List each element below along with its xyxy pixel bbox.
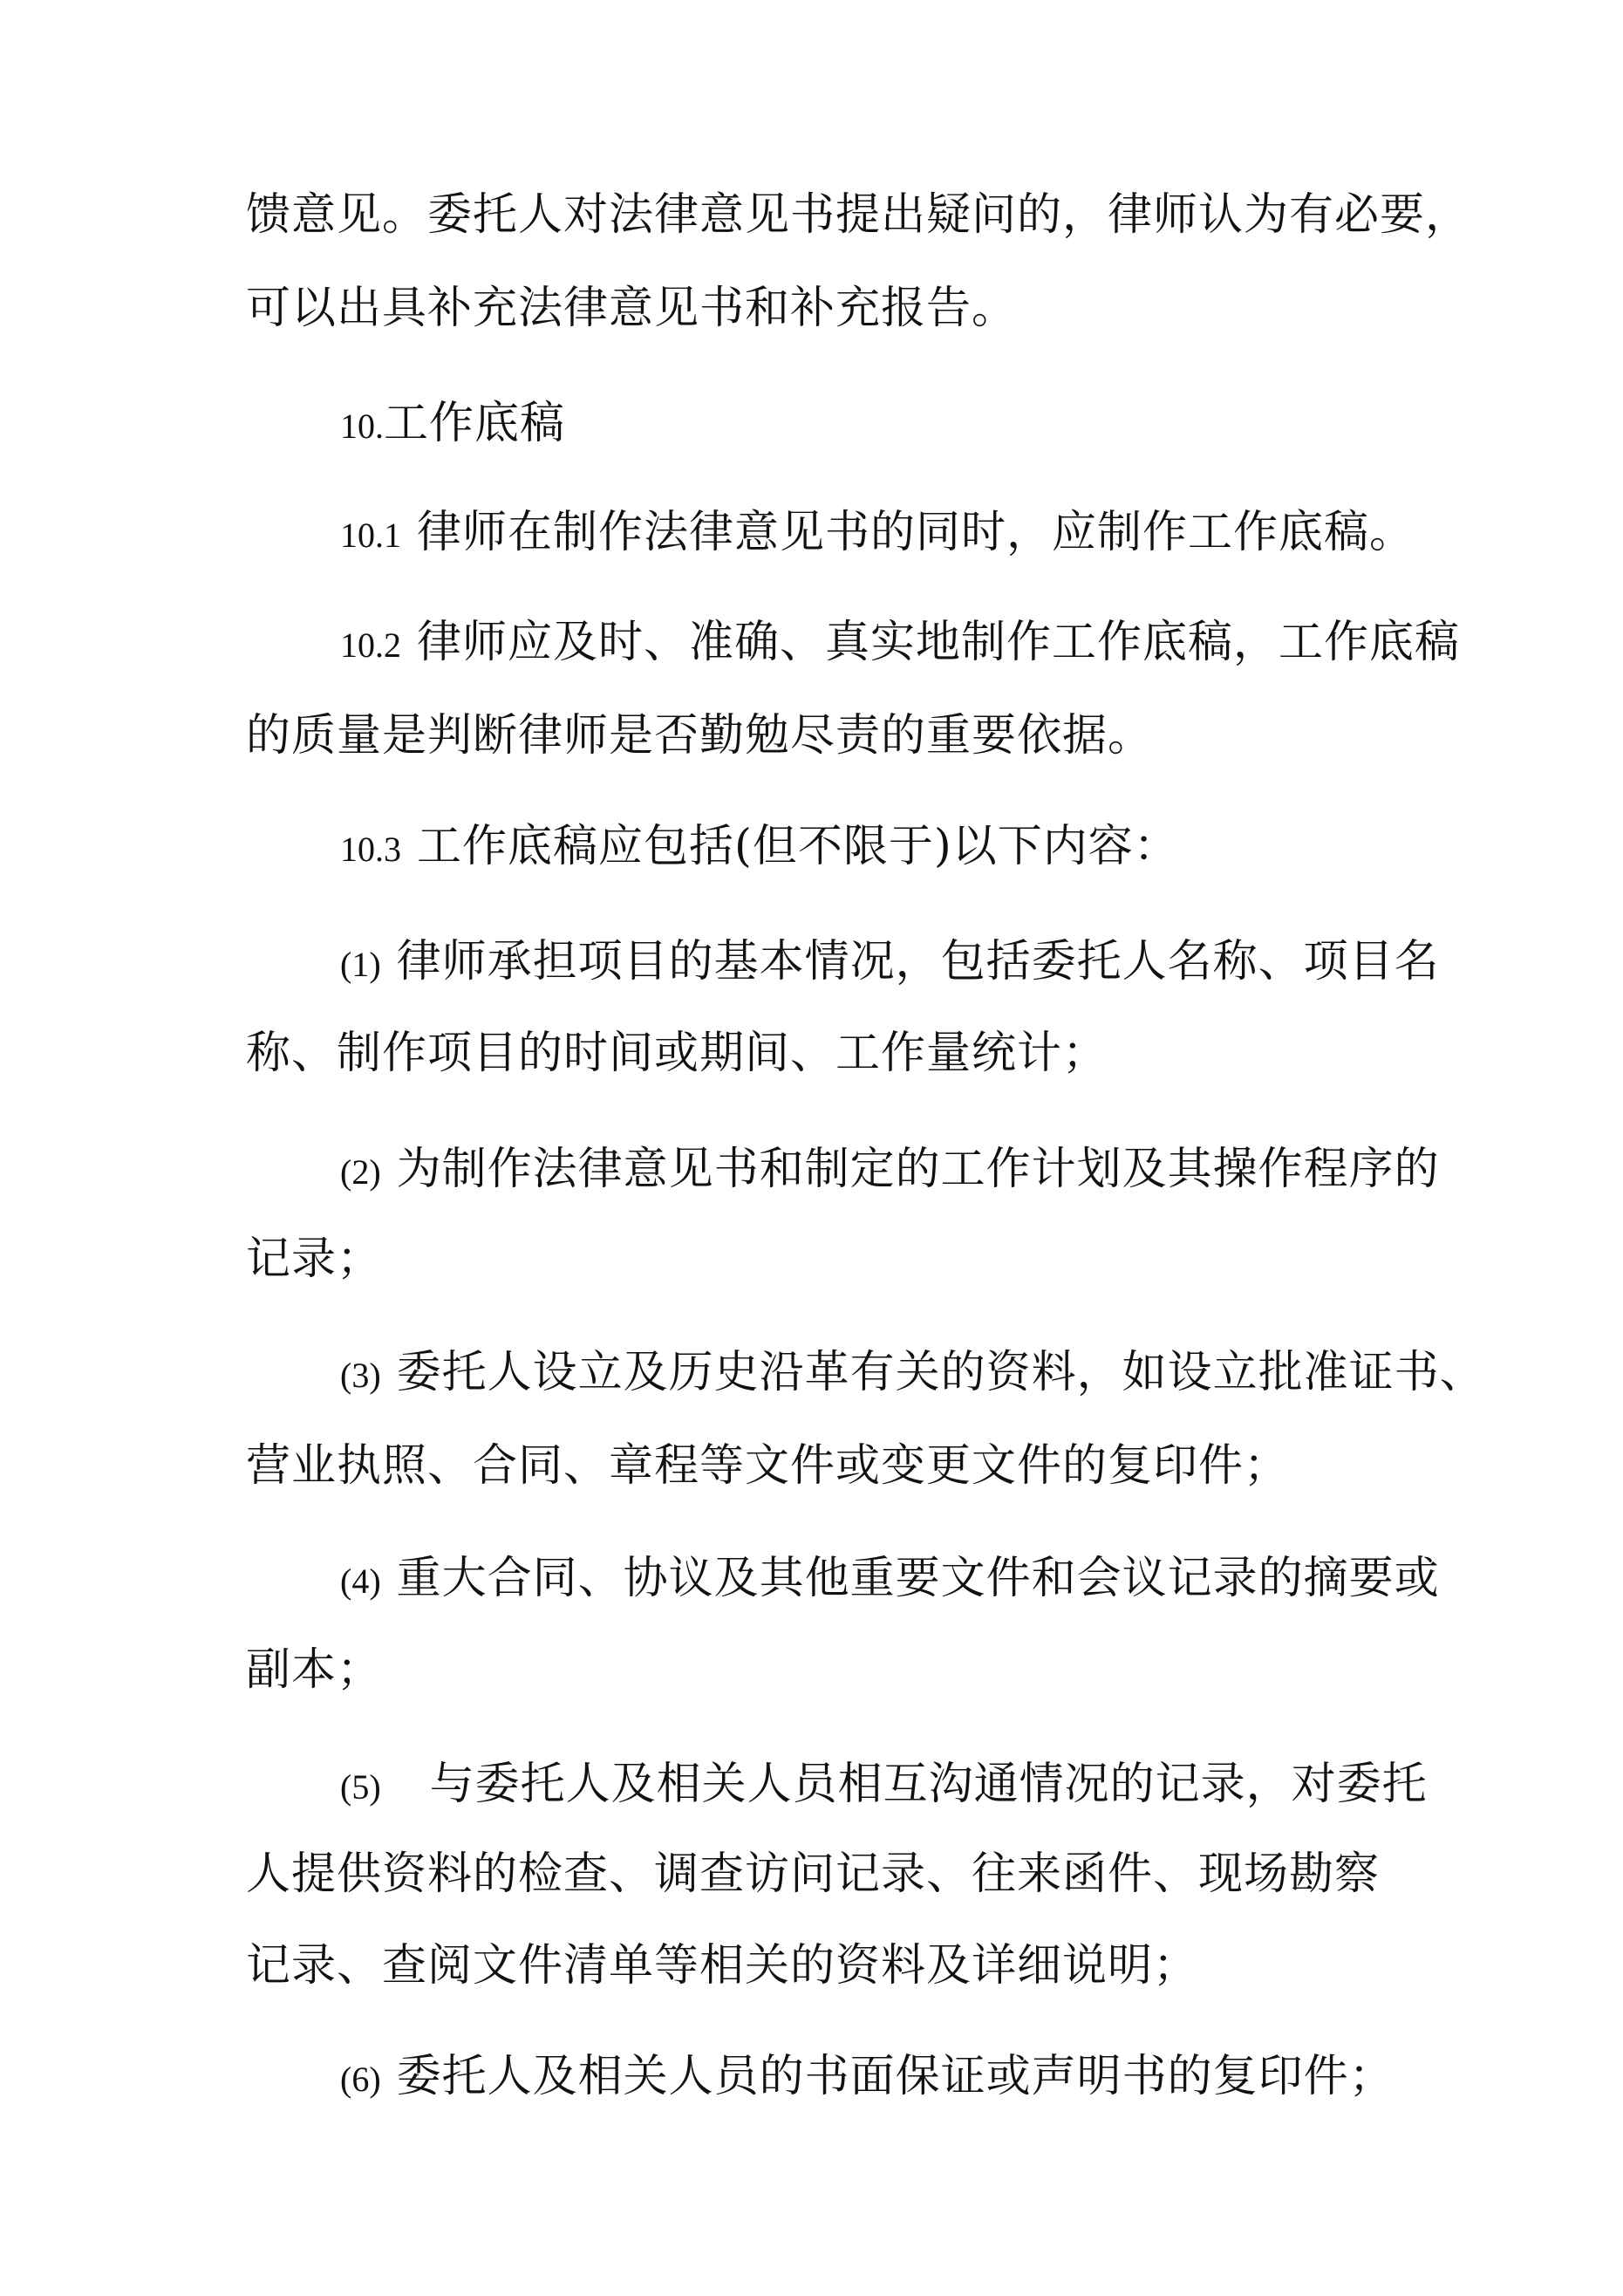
list-item-2 [340,1143,1440,1199]
clause-text: 工作底稿应包括(但不限于)以下内容： [417,821,1179,872]
list-item-1 [340,935,1440,992]
list-item-text: 重大合同、协议及其他重要文件和会议记录的摘要或 [396,1553,1440,1604]
clause-10-2-continued: 的质量是判断律师是否勤勉尽责的重要依据。 [246,710,1154,762]
list-item-4-continued: 副本； [246,1644,383,1696]
list-item-text: 与委托人及相关人员相互沟通情况的记录，对委托 [429,1759,1428,1810]
list-item-6 [340,2050,1395,2107]
clause-number: 10.2 [340,625,401,665]
list-item-1-continued: 称、制作项目的时间或期间、工作量统计； [246,1028,1108,1079]
list-marker: (3) [340,1356,381,1395]
list-item-text: 为制作法律意见书和制定的工作计划及其操作程序的 [396,1144,1440,1195]
list-marker: (5) [340,1767,381,1807]
clause-text: 律师应及时、准确、真实地制作工作底稿，工作底稿 [417,617,1461,668]
list-item-text: 律师承担项目的基本情况，包括委托人名称、项目名 [396,936,1440,987]
clause-number: 10.3 [340,830,401,869]
list-item-text: 委托人及相关人员的书面保证或声明书的复印件； [396,2051,1395,2102]
list-item-4 [340,1552,1440,1609]
paragraph-line: 馈意见。委托人对法律意见书提出疑问的，律师认为有必要， [246,189,1471,241]
paragraph-line: 可以出具补充法律意见书和补充报告。 [246,283,1018,334]
section-heading [340,397,565,454]
list-item-2-continued: 记录； [246,1233,383,1285]
clause-10-2 [340,616,1460,673]
list-marker: (4) [340,1561,381,1601]
list-marker: (1) [340,945,381,984]
clause-10-1 [340,506,1415,563]
list-item-5-continued: 记录、查阅文件清单等相关的资料及详细说明； [246,1940,1199,1992]
clause-10-3 [340,820,1179,877]
list-marker: (2) [340,1152,381,1192]
clause-text: 律师在制作法律意见书的同时，应制作工作底稿。 [417,507,1415,558]
list-item-5-continued: 人提供资料的检查、调查访问记录、往来函件、现场勘察 [246,1848,1381,1900]
section-number: 10. [340,407,384,446]
section-title: 工作底稿 [384,398,566,449]
clause-number: 10.1 [340,516,401,555]
list-item-3-continued: 营业执照、合同、章程等文件或变更文件的复印件； [246,1440,1290,1492]
list-item-3 [340,1346,1485,1403]
list-item-5 [340,1758,1428,1814]
list-item-text: 委托人设立及历史沿革有关的资料，如设立批准证书、 [396,1347,1485,1398]
list-marker: (6) [340,2060,381,2099]
